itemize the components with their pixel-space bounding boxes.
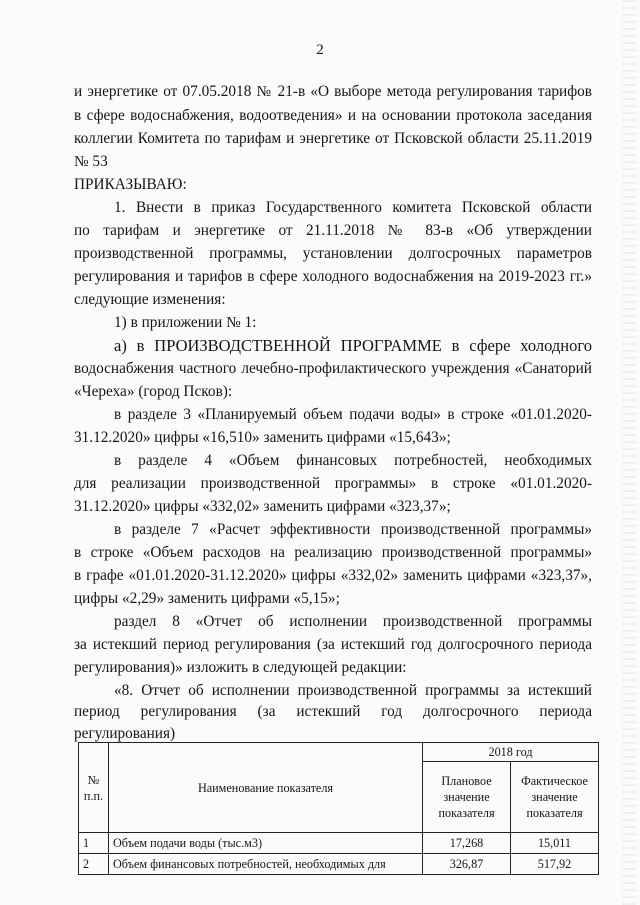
row-number: 2 [79, 854, 109, 875]
col-name-header: Наименование показателя [109, 743, 423, 833]
page-number: 2 [316, 42, 324, 58]
text-line: в строке «Объем расходов на реализацию производственной программы» [74, 544, 592, 561]
text-line: регулирования и тарифов в сфере холодного водоснабжения на 2019-2023 гг.» [74, 268, 592, 285]
text-line: 31.12.2020» цифры «332,02» заменить цифрами «323,37»; [74, 498, 451, 515]
text-line: коллегии Комитета по тарифам и энергетике от Псковской области 25.11.2019 [74, 130, 592, 147]
text-line: регулирования)» изложить в следующей редакции: [74, 659, 407, 676]
text-line: 31.12.2020» цифры «16,510» заменить цифрами «15,643»; [74, 429, 451, 446]
col-number-header: № п.п. [79, 743, 109, 833]
text-line: и энергетике от 07.05.2018 № 21-в «О выборе метода регулирования тарифов [74, 83, 592, 100]
row-fact-value: 517,92 [511, 854, 599, 875]
text-line: производственной программы, установлении долгосрочных параметров [74, 245, 592, 262]
row-plan-value: 326,87 [423, 854, 511, 875]
text-line: для реализации производственной программы» в строке «01.01.2020- [74, 475, 592, 492]
text-line: а) в ПРОИЗВОДСТВЕННОЙ ПРОГРАММЕ в сфере холодного [114, 336, 592, 355]
row-name: Объем финансовых потребностей, необходимых для [109, 854, 423, 875]
text-line: в графе «01.01.2020-31.12.2020» цифры «332,02» заменить цифрами «323,37», [74, 567, 592, 584]
row-number: 1 [79, 833, 109, 854]
text-line: в разделе 4 «Объем финансовых потребностей, необходимых [114, 452, 592, 469]
text-line: 1) в приложении № 1: [114, 314, 257, 331]
text-line: за истекший период регулирования (за истекший год долгосрочного периода [74, 636, 592, 653]
table-row [79, 833, 599, 854]
text-line: период регулирования (за истекший год долгосрочного периода [74, 703, 592, 720]
report-table [78, 742, 599, 875]
col-year-header: 2018 год [423, 743, 599, 762]
table-row [79, 854, 599, 875]
text-line: водоснабжения частного лечебно-профилактического учреждения «Санаторий [74, 360, 592, 377]
text-line: «8. Отчет об исполнении производственной программы за истекший [114, 682, 592, 699]
scan-edge [622, 0, 636, 905]
text-line: следующие изменения: [74, 291, 226, 308]
row-name: Объем подачи воды (тыс.м3) [109, 833, 423, 854]
text-line: цифры «2,29» заменить цифрами «5,15»; [74, 590, 340, 607]
text-line: по тарифам и энергетике от 21.11.2018 № 83-в «Об утверждении [74, 222, 592, 239]
col-fact-header: Фактическое значение показателя [511, 762, 599, 833]
text-line: в разделе 7 «Расчет эффективности производственной программы» [114, 521, 592, 538]
text-line: № 53 [74, 153, 108, 170]
text-line: в разделе 3 «Планируемый объем подачи воды» в строке «01.01.2020- [114, 406, 592, 423]
text-line: раздел 8 «Отчет об исполнении производственной программы [114, 613, 592, 630]
text-line: регулирования) [74, 725, 176, 742]
row-fact-value: 15,011 [511, 833, 599, 854]
col-plan-header: Плановое значение показателя [423, 762, 511, 833]
text-line: «Череха» (город Псков): [74, 383, 233, 400]
text-line: 1. Внести в приказ Государственного комитета Псковской области [114, 199, 592, 216]
row-plan-value: 17,268 [423, 833, 511, 854]
text-line: в сфере водоснабжения, водоотведения» и на основании протокола заседания [74, 107, 592, 124]
heading-order: ПРИКАЗЫВАЮ: [74, 176, 187, 193]
